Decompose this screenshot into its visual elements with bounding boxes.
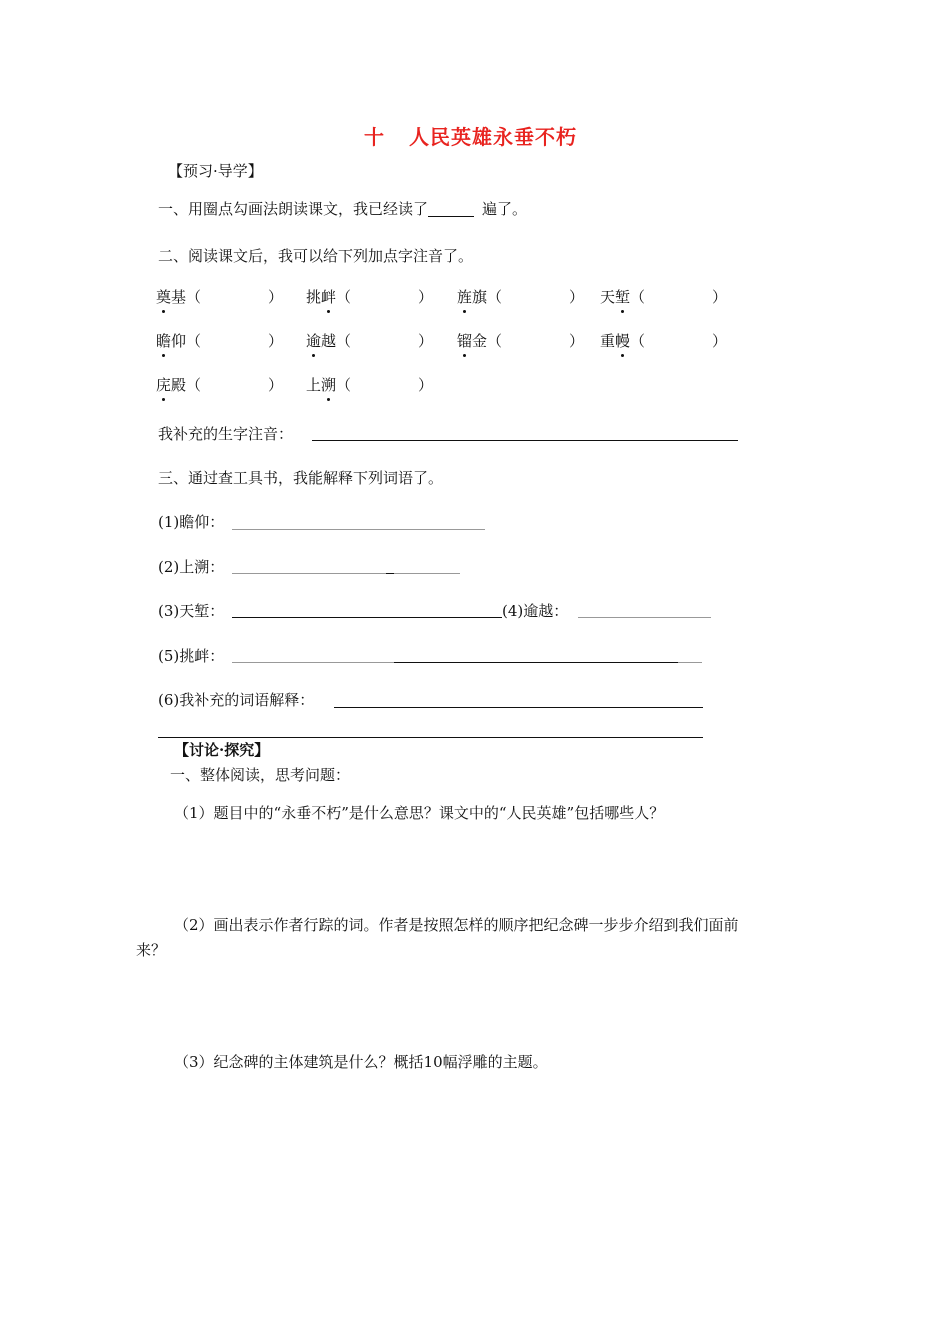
- paren-open: （: [487, 288, 503, 306]
- page-title: [364, 124, 577, 150]
- paren-open: （: [336, 288, 352, 306]
- dotted-char: 堑: [615, 288, 631, 306]
- pinyin-item: [306, 375, 351, 395]
- section-heading-preview: 【预习·导学】: [168, 162, 263, 180]
- dotted-char: 奠: [156, 288, 172, 306]
- term-2-label: (2)上溯：: [158, 558, 225, 576]
- discussion-question-1: （1）题目中的“永垂不朽”是什么意思？课文中的“人民英雄”包括哪些人？: [174, 804, 665, 822]
- lesson-title: 人民英雄永垂不朽: [409, 125, 577, 149]
- paren-close[interactable]: ）: [268, 376, 284, 394]
- dotted-char: 旌: [457, 288, 473, 306]
- question-1: [158, 199, 527, 219]
- dotted-char: 镏: [457, 332, 473, 350]
- paren-open: （: [186, 376, 202, 394]
- paren-open: （: [336, 332, 352, 350]
- pinyin-word: [306, 376, 336, 394]
- paren-open: （: [186, 332, 202, 350]
- word-char: 重: [600, 332, 616, 350]
- pinyin-word: [156, 376, 186, 394]
- question-2: 二、阅读课文后，我可以给下列加点字注音了。: [158, 247, 474, 265]
- paren-open: （: [630, 288, 646, 306]
- term-5-label: (5)挑衅：: [158, 647, 225, 665]
- pinyin-word: [306, 288, 336, 306]
- question-3: 三、通过查工具书，我能解释下列词语了。: [158, 469, 444, 487]
- term-5-line-dark: [394, 662, 678, 663]
- pinyin-word: [156, 332, 186, 350]
- paren-close[interactable]: ）: [268, 332, 284, 350]
- pinyin-item: [156, 287, 201, 307]
- pinyin-item: [306, 287, 351, 307]
- pinyin-item: [306, 331, 351, 351]
- term-3-line[interactable]: [232, 617, 502, 618]
- question-1-suffix: 遍了。: [482, 200, 528, 218]
- word-char: 基: [171, 288, 187, 306]
- word-char: 上: [306, 376, 322, 394]
- word-char: 越: [321, 332, 337, 350]
- pinyin-word: [457, 288, 487, 306]
- paren-open: （: [336, 376, 352, 394]
- question-1-text: 一、用圈点勾画法朗读课文，我已经读了: [158, 200, 429, 218]
- paren-close[interactable]: ）: [569, 332, 585, 350]
- word-char: 挑: [306, 288, 322, 306]
- term-6-line[interactable]: [334, 707, 703, 708]
- pinyin-item: [600, 287, 645, 307]
- term-2-line[interactable]: [232, 573, 460, 574]
- paren-close[interactable]: ）: [418, 332, 434, 350]
- word-char: 殿: [171, 376, 187, 394]
- pinyin-item: [600, 331, 645, 351]
- term-4-line[interactable]: [578, 617, 711, 618]
- term-4-label: (4)逾越：: [502, 602, 569, 620]
- word-char: 旗: [472, 288, 488, 306]
- pinyin-item: [457, 287, 502, 307]
- term-3-label: (3)天堑：: [158, 602, 225, 620]
- reading-count-blank[interactable]: [428, 200, 474, 217]
- paren-close[interactable]: ）: [712, 288, 728, 306]
- word-char: 金: [472, 332, 488, 350]
- paren-close[interactable]: ）: [418, 376, 434, 394]
- dotted-char: 溯: [321, 376, 337, 394]
- pinyin-item: [156, 331, 201, 351]
- pinyin-item: [156, 375, 201, 395]
- dotted-char: 庑: [156, 376, 172, 394]
- term-1-label: (1)瞻仰：: [158, 513, 225, 531]
- pinyin-word: [457, 332, 487, 350]
- word-char: 仰: [171, 332, 187, 350]
- pinyin-word: [306, 332, 336, 350]
- dotted-char: 瞻: [156, 332, 172, 350]
- term-2-line-mark: [386, 573, 394, 574]
- supplement-pinyin-label: 我补充的生字注音：: [158, 425, 294, 443]
- dotted-char: 逾: [306, 332, 322, 350]
- pinyin-word: [156, 288, 186, 306]
- discussion-question-2-line-2: 来？: [136, 941, 167, 959]
- term-1-line[interactable]: [232, 529, 485, 530]
- discussion-question-3: （3）纪念碑的主体建筑是什么？概括10幅浮雕的主题。: [174, 1053, 548, 1071]
- pinyin-item: [457, 331, 502, 351]
- pinyin-word: [600, 288, 630, 306]
- supplement-pinyin-line[interactable]: [312, 440, 738, 441]
- word-char: 天: [600, 288, 616, 306]
- paren-open: （: [186, 288, 202, 306]
- discussion-intro: 一、整体阅读，思考问题：: [170, 766, 351, 784]
- pinyin-word: [600, 332, 630, 350]
- paren-close[interactable]: ）: [712, 332, 728, 350]
- term-6-line-2[interactable]: [158, 737, 703, 738]
- lesson-number: 十: [364, 125, 385, 149]
- paren-close[interactable]: ）: [268, 288, 284, 306]
- paren-open: （: [630, 332, 646, 350]
- paren-open: （: [487, 332, 503, 350]
- paren-close[interactable]: ）: [418, 288, 434, 306]
- section-heading-discussion: 【讨论·探究】: [174, 741, 270, 759]
- paren-close[interactable]: ）: [569, 288, 585, 306]
- term-6-label: (6)我补充的词语解释：: [158, 691, 315, 709]
- dotted-char: 幔: [615, 332, 631, 350]
- dotted-char: 衅: [321, 288, 337, 306]
- discussion-question-2-line-1: （2）画出表示作者行踪的词。作者是按照怎样的顺序把纪念碑一步步介绍到我们面前: [174, 916, 739, 934]
